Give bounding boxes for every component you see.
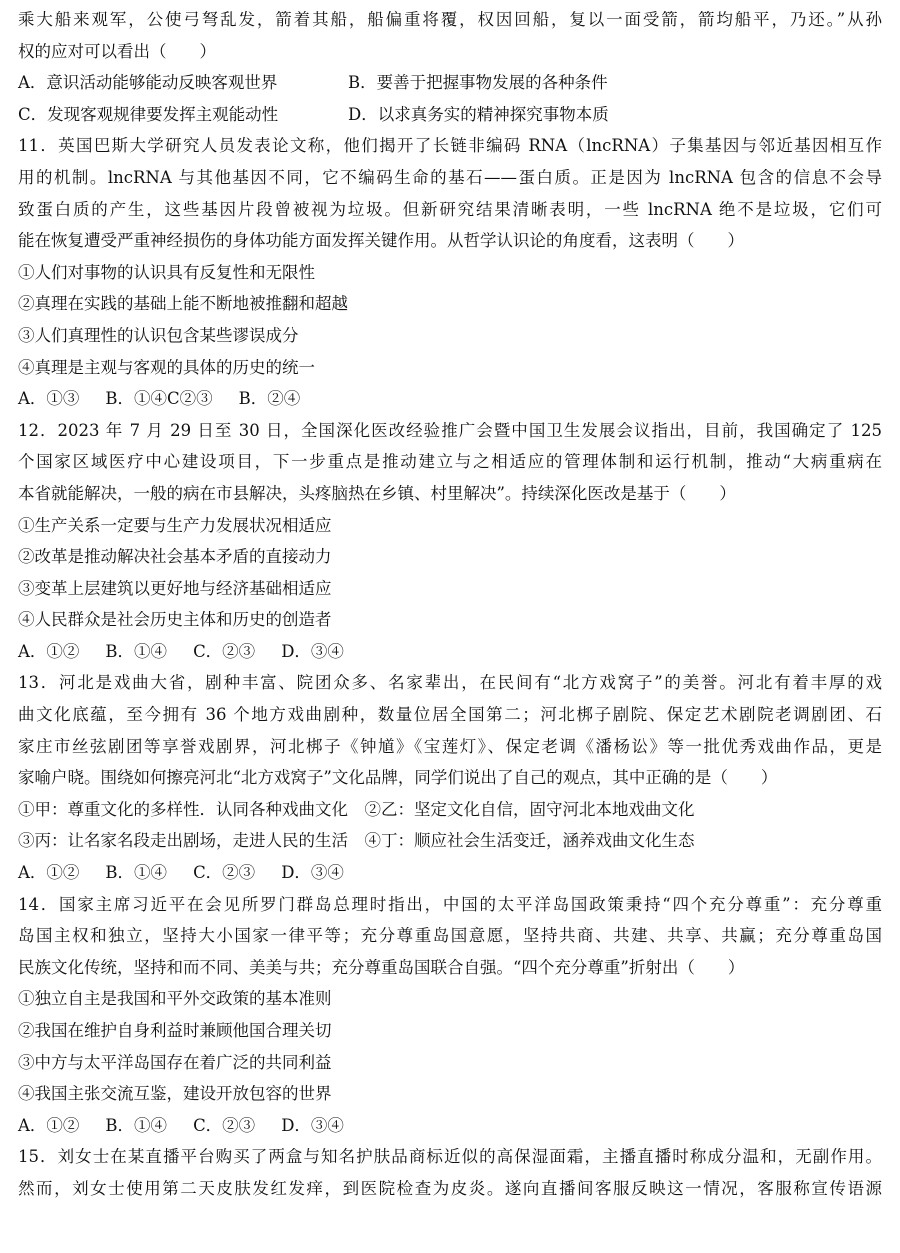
question-stem-line: 用的机制。lncRNA 与其他基因不同，它不编码生命的基石——蛋白质。正是因为 lncRNA 包含的信息不会导 bbox=[18, 167, 882, 187]
option-d: D．③④ bbox=[281, 863, 344, 883]
question-stem-line: 岛国主权和独立，坚持大小国家一律平等；充分尊重岛国意愿，坚持共商、共建、共享、共赢；充分尊重岛国 bbox=[18, 926, 882, 946]
question-stem-line: 个国家区域医疗中心建设项目，下一步重点是推动建立与之相适应的管理体制和运行机制，推动“大病重病在 bbox=[18, 452, 882, 472]
option-d: D．③④ bbox=[281, 641, 344, 661]
statement-item: ③人们真理性的认识包含某些谬误成分 bbox=[18, 325, 299, 345]
question-stem-line: 民族文化传统，坚持和而不同、美美与共；充分尊重岛国联合自强。“四个充分尊重”折射出（ ） bbox=[18, 957, 745, 977]
statement-item: ①独立自主是我国和平外交政策的基本准则 bbox=[18, 989, 332, 1009]
question-stem-line: 12．2023 年 7 月 29 日至 30 日，全国深化医改经验推广会暨中国卫生发展会议指出，目前，我国确定了 125 bbox=[18, 420, 882, 440]
question-13 bbox=[18, 667, 882, 888]
option-d: D．③④ bbox=[281, 1115, 344, 1135]
option-row bbox=[18, 383, 882, 415]
statement-item: ①甲：尊重文化的多样性．认同各种戏曲文化 ②乙：坚定文化自信，固守河北本地戏曲文化 bbox=[18, 799, 695, 819]
option-b: B．①④ bbox=[105, 1115, 168, 1135]
option-c: C．②③ bbox=[193, 1115, 256, 1135]
question-stem-line: 曲文化底蕴，至今拥有 36 个地方戏曲剧种，数量位居全国第二；河北梆子剧院、保定艺术剧院老调剧团、石 bbox=[18, 705, 882, 725]
option-row bbox=[18, 99, 882, 131]
option-a: A．意识活动能够能动反映客观世界 bbox=[18, 73, 278, 93]
option-row bbox=[18, 636, 882, 668]
question-stem-line: 能在恢复遭受严重神经损伤的身体功能方面发挥关键作用。从哲学认识论的角度看，这表明（ ） bbox=[18, 231, 744, 251]
statement-item: ③中方与太平洋岛国存在着广泛的共同利益 bbox=[18, 1052, 332, 1072]
question-stem-line: 家庄市丝弦剧团等享誉戏剧界，河北梆子《钟馗》《宝莲灯》、保定老调《潘杨讼》等一批优秀戏曲作品，更是 bbox=[18, 736, 882, 756]
statement-item: ④人民群众是社会历史主体和历史的创造者 bbox=[18, 610, 332, 630]
statement-item: ④真理是主观与客观的具体的历史的统一 bbox=[18, 357, 315, 377]
question-11 bbox=[18, 130, 882, 414]
statement-item: ①人们对事物的认识具有反复性和无限性 bbox=[18, 262, 315, 282]
statement-item: ③丙：让名家名段走出剧场，走进人民的生活 ④丁：顺应社会生活变迁，涵养戏曲文化生态 bbox=[18, 831, 695, 851]
question-stem-line: 15．刘女士在某直播平台购买了两盒与知名护肤品商标近似的高保湿面霜，主播直播时称成分温和，无副作用。 bbox=[18, 1147, 882, 1167]
statement-item: ④我国主张交流互鉴，建设开放包容的世界 bbox=[18, 1084, 332, 1104]
question-12 bbox=[18, 415, 882, 668]
option-c: C．发现客观规律要发挥主观能动性 bbox=[18, 104, 279, 124]
question-15 bbox=[18, 1141, 882, 1204]
question-stem-line: 致蛋白质的产生，这些基因片段曾被视为垃圾。但新研究结果清晰表明，一些 lncRNA 绝不是垃圾，它们可 bbox=[18, 199, 882, 219]
statement-item: ②改革是推动解决社会基本矛盾的直接动力 bbox=[18, 547, 332, 567]
option-a: A．①② bbox=[18, 1115, 80, 1135]
option-c: C．②③ bbox=[193, 641, 256, 661]
option-a: A．①② bbox=[18, 641, 80, 661]
option-b: B．①④C②③ bbox=[105, 389, 213, 409]
statement-item: ②我国在维护自身利益时兼顾他国合理关切 bbox=[18, 1021, 332, 1040]
option-d: D．以求真务实的精神探究事物本质 bbox=[348, 104, 609, 124]
option-row bbox=[18, 857, 882, 889]
question-stem-line: 权的应对可以看出（ ） bbox=[18, 41, 216, 61]
option-c: C．②③ bbox=[193, 863, 256, 883]
option-b-repeat: B．②④ bbox=[238, 389, 301, 409]
option-row bbox=[18, 67, 882, 99]
option-a: A．①③ bbox=[18, 389, 80, 409]
question-stem-line: 本省就能解决，一般的病在市县解决，头疼脑热在乡镇、村里解决”。持续深化医改是基于（ ） bbox=[18, 483, 736, 503]
question-stem-line: 13．河北是戏曲大省，剧种丰富、院团众多、名家辈出，在民间有“北方戏窝子”的美誉。河北有着丰厚的戏 bbox=[18, 673, 882, 693]
question-stem-line: 乘大船来观军，公使弓弩乱发，箭着其船，船偏重将覆，权因回船，复以一面受箭，箭均船平，乃还。”从孙 bbox=[18, 10, 882, 29]
question-stem-line: 家喻户晓。围绕如何擦亮河北“北方戏窝子”文化品牌，同学们说出了自己的观点，其中正确的是（ ） bbox=[18, 768, 778, 788]
statement-item: ②真理在实践的基础上能不断地被推翻和超越 bbox=[18, 294, 348, 314]
statement-item: ③变革上层建筑以更好地与经济基础相适应 bbox=[18, 578, 332, 598]
question-stem-line: 14．国家主席习近平在会见所罗门群岛总理时指出，中国的太平洋岛国政策秉持“四个充分尊重”：充分尊重 bbox=[18, 894, 882, 914]
question-14 bbox=[18, 889, 882, 1142]
option-a: A．①② bbox=[18, 863, 80, 883]
statement-item: ①生产关系一定要与生产力发展状况相适应 bbox=[18, 515, 332, 535]
option-b: B．①④ bbox=[105, 641, 168, 661]
option-b: B．①④ bbox=[105, 863, 168, 883]
question-stem-line: 然而，刘女士使用第二天皮肤发红发痒，到医院检查为皮炎。遂向直播间客服反映这一情况，客服称宣传语源 bbox=[18, 1178, 882, 1198]
option-b: B．要善于把握事物发展的各种条件 bbox=[348, 73, 608, 93]
question-10 bbox=[18, 4, 882, 130]
question-stem-line: 11．英国巴斯大学研究人员发表论文称，他们揭开了长链非编码 RNA（lncRNA）子集基因与邻近基因相互作 bbox=[18, 136, 882, 156]
option-row bbox=[18, 1110, 882, 1142]
